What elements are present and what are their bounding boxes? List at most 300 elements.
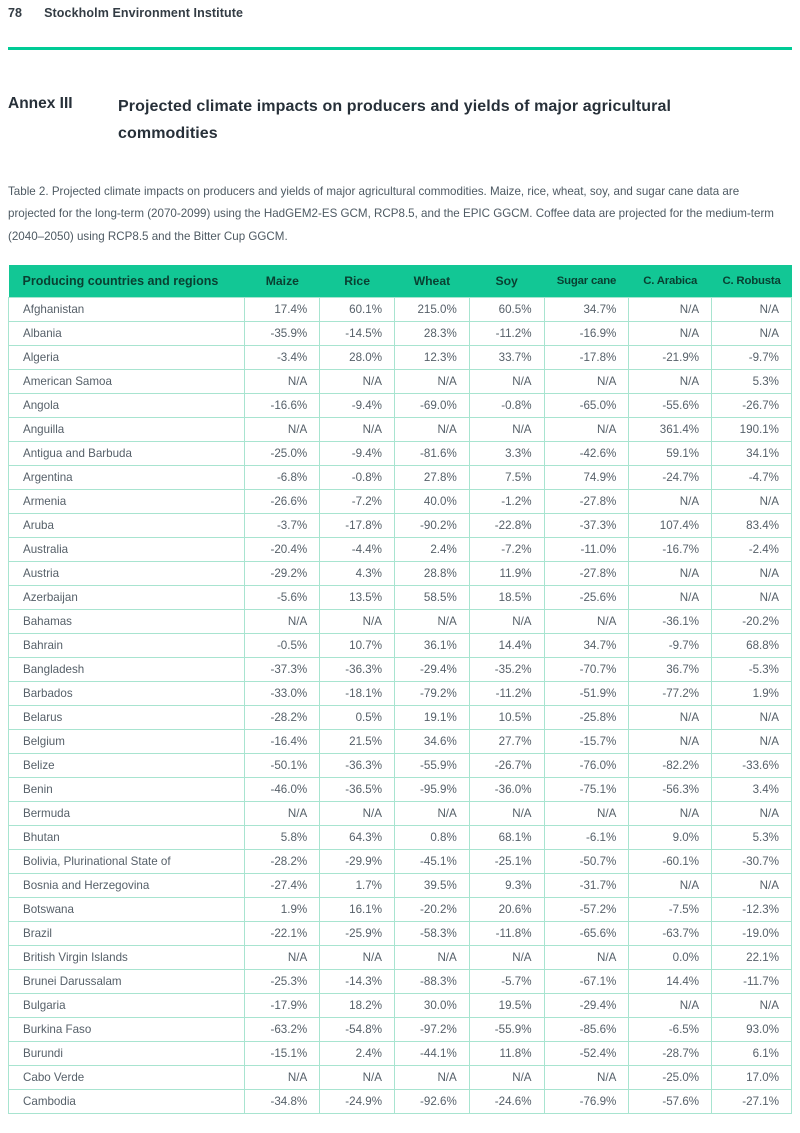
table-row: [9, 946, 792, 970]
value-cell: 9.3%: [469, 874, 544, 898]
value-cell: 1.9%: [712, 682, 792, 706]
column-header: Sugar cane: [544, 265, 629, 298]
table-row: [9, 538, 792, 562]
value-cell: 18.2%: [320, 994, 395, 1018]
value-cell: -25.0%: [629, 1066, 712, 1090]
value-cell: -24.6%: [469, 1090, 544, 1114]
value-cell: 0.8%: [395, 826, 470, 850]
value-cell: -15.7%: [544, 730, 629, 754]
value-cell: -4.4%: [320, 538, 395, 562]
value-cell: 2.4%: [320, 1042, 395, 1066]
value-cell: -24.7%: [629, 466, 712, 490]
value-cell: -5.6%: [245, 586, 320, 610]
value-cell: -63.7%: [629, 922, 712, 946]
table-row: [9, 970, 792, 994]
value-cell: -82.2%: [629, 754, 712, 778]
country-cell: Barbados: [9, 682, 245, 706]
value-cell: N/A: [629, 802, 712, 826]
value-cell: 13.5%: [320, 586, 395, 610]
value-cell: -5.7%: [469, 970, 544, 994]
value-cell: -3.4%: [245, 346, 320, 370]
value-cell: 1.9%: [245, 898, 320, 922]
value-cell: -25.8%: [544, 706, 629, 730]
value-cell: -88.3%: [395, 970, 470, 994]
value-cell: -14.3%: [320, 970, 395, 994]
impacts-table: [8, 265, 792, 1114]
value-cell: N/A: [629, 706, 712, 730]
value-cell: -79.2%: [395, 682, 470, 706]
value-cell: 14.4%: [469, 634, 544, 658]
value-cell: 68.1%: [469, 826, 544, 850]
table-row: [9, 298, 792, 322]
value-cell: 59.1%: [629, 442, 712, 466]
table-row: [9, 562, 792, 586]
value-cell: -27.8%: [544, 562, 629, 586]
table-row: [9, 994, 792, 1018]
country-cell: Botswana: [9, 898, 245, 922]
value-cell: -11.7%: [712, 970, 792, 994]
value-cell: -69.0%: [395, 394, 470, 418]
value-cell: -2.4%: [712, 538, 792, 562]
table-row: [9, 850, 792, 874]
value-cell: N/A: [712, 490, 792, 514]
table-row: [9, 490, 792, 514]
country-cell: Australia: [9, 538, 245, 562]
page-header: [8, 0, 792, 20]
value-cell: -20.4%: [245, 538, 320, 562]
value-cell: N/A: [629, 370, 712, 394]
value-cell: 20.6%: [469, 898, 544, 922]
country-cell: Brazil: [9, 922, 245, 946]
value-cell: N/A: [320, 610, 395, 634]
value-cell: -17.8%: [544, 346, 629, 370]
value-cell: N/A: [629, 586, 712, 610]
country-cell: Bhutan: [9, 826, 245, 850]
value-cell: -25.3%: [245, 970, 320, 994]
table-row: [9, 682, 792, 706]
value-cell: N/A: [712, 586, 792, 610]
table-row: [9, 346, 792, 370]
value-cell: N/A: [629, 874, 712, 898]
value-cell: -21.9%: [629, 346, 712, 370]
country-cell: Algeria: [9, 346, 245, 370]
value-cell: N/A: [245, 946, 320, 970]
value-cell: -7.2%: [469, 538, 544, 562]
value-cell: -25.9%: [320, 922, 395, 946]
country-cell: Belgium: [9, 730, 245, 754]
value-cell: 28.3%: [395, 322, 470, 346]
value-cell: 215.0%: [395, 298, 470, 322]
value-cell: N/A: [320, 370, 395, 394]
value-cell: 36.1%: [395, 634, 470, 658]
country-cell: British Virgin Islands: [9, 946, 245, 970]
value-cell: 64.3%: [320, 826, 395, 850]
value-cell: -34.8%: [245, 1090, 320, 1114]
value-cell: -35.2%: [469, 658, 544, 682]
column-header: C. Robusta: [712, 265, 792, 298]
table-row: [9, 370, 792, 394]
divider-rule: [8, 47, 792, 50]
value-cell: -55.9%: [469, 1018, 544, 1042]
value-cell: -57.6%: [629, 1090, 712, 1114]
table-row: [9, 826, 792, 850]
value-cell: -12.3%: [712, 898, 792, 922]
value-cell: -16.4%: [245, 730, 320, 754]
value-cell: 17.0%: [712, 1066, 792, 1090]
value-cell: -20.2%: [712, 610, 792, 634]
value-cell: -55.9%: [395, 754, 470, 778]
value-cell: -25.1%: [469, 850, 544, 874]
annex-label: Annex III: [8, 94, 73, 112]
value-cell: -18.1%: [320, 682, 395, 706]
table-row: [9, 658, 792, 682]
value-cell: -7.2%: [320, 490, 395, 514]
value-cell: N/A: [395, 370, 470, 394]
value-cell: -20.2%: [395, 898, 470, 922]
table-row: [9, 874, 792, 898]
value-cell: -17.9%: [245, 994, 320, 1018]
value-cell: -51.9%: [544, 682, 629, 706]
value-cell: 33.7%: [469, 346, 544, 370]
value-cell: -67.1%: [544, 970, 629, 994]
country-cell: Antigua and Barbuda: [9, 442, 245, 466]
value-cell: 83.4%: [712, 514, 792, 538]
value-cell: -9.4%: [320, 442, 395, 466]
value-cell: -26.7%: [712, 394, 792, 418]
value-cell: -76.9%: [544, 1090, 629, 1114]
page-title: Projected climate impacts on producers and yields of major agricultural commodities: [118, 97, 672, 142]
value-cell: 18.5%: [469, 586, 544, 610]
value-cell: -30.7%: [712, 850, 792, 874]
value-cell: -16.7%: [629, 538, 712, 562]
country-cell: Cabo Verde: [9, 1066, 245, 1090]
value-cell: 3.4%: [712, 778, 792, 802]
value-cell: -37.3%: [544, 514, 629, 538]
value-cell: N/A: [544, 610, 629, 634]
column-header: Soy: [469, 265, 544, 298]
value-cell: 0.0%: [629, 946, 712, 970]
value-cell: N/A: [395, 946, 470, 970]
value-cell: -11.8%: [469, 922, 544, 946]
value-cell: 74.9%: [544, 466, 629, 490]
value-cell: 19.5%: [469, 994, 544, 1018]
country-cell: Belize: [9, 754, 245, 778]
value-cell: -27.1%: [712, 1090, 792, 1114]
value-cell: -85.6%: [544, 1018, 629, 1042]
value-cell: -27.4%: [245, 874, 320, 898]
country-cell: Austria: [9, 562, 245, 586]
column-header: Maize: [245, 265, 320, 298]
value-cell: -56.3%: [629, 778, 712, 802]
value-cell: N/A: [712, 562, 792, 586]
table-row: [9, 322, 792, 346]
value-cell: -36.1%: [629, 610, 712, 634]
value-cell: -36.3%: [320, 658, 395, 682]
value-cell: -77.2%: [629, 682, 712, 706]
value-cell: -28.2%: [245, 706, 320, 730]
value-cell: -57.2%: [544, 898, 629, 922]
country-cell: Armenia: [9, 490, 245, 514]
value-cell: 34.7%: [544, 298, 629, 322]
table-body: [9, 298, 792, 1114]
table-row: [9, 778, 792, 802]
value-cell: -6.1%: [544, 826, 629, 850]
value-cell: N/A: [245, 610, 320, 634]
value-cell: 34.6%: [395, 730, 470, 754]
value-cell: N/A: [544, 370, 629, 394]
value-cell: 0.5%: [320, 706, 395, 730]
value-cell: 93.0%: [712, 1018, 792, 1042]
value-cell: -28.2%: [245, 850, 320, 874]
value-cell: 10.7%: [320, 634, 395, 658]
value-cell: N/A: [629, 490, 712, 514]
value-cell: -4.7%: [712, 466, 792, 490]
value-cell: N/A: [712, 322, 792, 346]
table-row: [9, 514, 792, 538]
value-cell: N/A: [320, 946, 395, 970]
value-cell: N/A: [712, 706, 792, 730]
value-cell: N/A: [629, 322, 712, 346]
value-cell: -65.6%: [544, 922, 629, 946]
value-cell: -29.4%: [544, 994, 629, 1018]
value-cell: -97.2%: [395, 1018, 470, 1042]
value-cell: 5.3%: [712, 370, 792, 394]
value-cell: N/A: [544, 802, 629, 826]
value-cell: -5.3%: [712, 658, 792, 682]
value-cell: 17.4%: [245, 298, 320, 322]
value-cell: -36.5%: [320, 778, 395, 802]
value-cell: 9.0%: [629, 826, 712, 850]
value-cell: 10.5%: [469, 706, 544, 730]
column-header: Rice: [320, 265, 395, 298]
country-cell: Bermuda: [9, 802, 245, 826]
value-cell: -0.8%: [469, 394, 544, 418]
value-cell: -55.6%: [629, 394, 712, 418]
country-cell: Bulgaria: [9, 994, 245, 1018]
country-cell: Bahrain: [9, 634, 245, 658]
value-cell: N/A: [469, 610, 544, 634]
value-cell: -50.7%: [544, 850, 629, 874]
value-cell: -6.8%: [245, 466, 320, 490]
country-cell: Aruba: [9, 514, 245, 538]
value-cell: -36.3%: [320, 754, 395, 778]
value-cell: -29.9%: [320, 850, 395, 874]
value-cell: -54.8%: [320, 1018, 395, 1042]
value-cell: -25.6%: [544, 586, 629, 610]
value-cell: N/A: [245, 1066, 320, 1090]
table-row: [9, 922, 792, 946]
value-cell: N/A: [712, 874, 792, 898]
table-row: [9, 418, 792, 442]
value-cell: -29.2%: [245, 562, 320, 586]
country-cell: Benin: [9, 778, 245, 802]
value-cell: N/A: [469, 370, 544, 394]
value-cell: -24.9%: [320, 1090, 395, 1114]
value-cell: 5.8%: [245, 826, 320, 850]
value-cell: -58.3%: [395, 922, 470, 946]
value-cell: 14.4%: [629, 970, 712, 994]
value-cell: -76.0%: [544, 754, 629, 778]
value-cell: -0.5%: [245, 634, 320, 658]
value-cell: -42.6%: [544, 442, 629, 466]
country-cell: Belarus: [9, 706, 245, 730]
table-row: [9, 706, 792, 730]
value-cell: 27.7%: [469, 730, 544, 754]
value-cell: N/A: [395, 802, 470, 826]
value-cell: 3.3%: [469, 442, 544, 466]
value-cell: -26.6%: [245, 490, 320, 514]
value-cell: -29.4%: [395, 658, 470, 682]
value-cell: 5.3%: [712, 826, 792, 850]
value-cell: N/A: [469, 418, 544, 442]
value-cell: N/A: [469, 946, 544, 970]
table-row: [9, 394, 792, 418]
publisher-name: Stockholm Environment Institute: [44, 6, 244, 20]
value-cell: N/A: [395, 1066, 470, 1090]
value-cell: -90.2%: [395, 514, 470, 538]
value-cell: -16.6%: [245, 394, 320, 418]
value-cell: -37.3%: [245, 658, 320, 682]
value-cell: -22.1%: [245, 922, 320, 946]
value-cell: N/A: [320, 418, 395, 442]
value-cell: -19.0%: [712, 922, 792, 946]
value-cell: -11.0%: [544, 538, 629, 562]
value-cell: 2.4%: [395, 538, 470, 562]
value-cell: -33.6%: [712, 754, 792, 778]
value-cell: -36.0%: [469, 778, 544, 802]
value-cell: 11.9%: [469, 562, 544, 586]
table-row: [9, 898, 792, 922]
value-cell: -9.7%: [629, 634, 712, 658]
value-cell: -70.7%: [544, 658, 629, 682]
value-cell: N/A: [629, 994, 712, 1018]
value-cell: 7.5%: [469, 466, 544, 490]
value-cell: 107.4%: [629, 514, 712, 538]
value-cell: -27.8%: [544, 490, 629, 514]
value-cell: N/A: [712, 994, 792, 1018]
value-cell: N/A: [712, 730, 792, 754]
value-cell: N/A: [469, 1066, 544, 1090]
value-cell: 27.8%: [395, 466, 470, 490]
value-cell: 30.0%: [395, 994, 470, 1018]
value-cell: 21.5%: [320, 730, 395, 754]
value-cell: N/A: [629, 298, 712, 322]
value-cell: N/A: [320, 802, 395, 826]
table-row: [9, 1018, 792, 1042]
country-cell: Bolivia, Plurinational State of: [9, 850, 245, 874]
value-cell: N/A: [395, 418, 470, 442]
value-cell: -44.1%: [395, 1042, 470, 1066]
value-cell: 28.0%: [320, 346, 395, 370]
value-cell: -7.5%: [629, 898, 712, 922]
value-cell: -0.8%: [320, 466, 395, 490]
value-cell: N/A: [469, 802, 544, 826]
country-cell: Cambodia: [9, 1090, 245, 1114]
table-header-row: [9, 265, 792, 298]
value-cell: 6.1%: [712, 1042, 792, 1066]
country-cell: Albania: [9, 322, 245, 346]
value-cell: N/A: [629, 730, 712, 754]
value-cell: 34.7%: [544, 634, 629, 658]
value-cell: N/A: [245, 418, 320, 442]
value-cell: -11.2%: [469, 322, 544, 346]
value-cell: -16.9%: [544, 322, 629, 346]
value-cell: N/A: [544, 418, 629, 442]
value-cell: 190.1%: [712, 418, 792, 442]
table-caption: Table 2. Projected climate impacts on producers and yields of major agricultural commodities. Maize, rice, wheat, soy, and sugar cane data are projected for the long-term (2070-2099) using the HadGEM2-ES GCM, RCP8.5, and the EPIC GGCM. Coffee data are projected for the medium-term (2040–2050) using RCP8.5 and the Bitter Cup GGCM.: [8, 184, 774, 243]
page-number: 78: [8, 6, 23, 20]
table-row: [9, 730, 792, 754]
value-cell: -63.2%: [245, 1018, 320, 1042]
value-cell: -11.2%: [469, 682, 544, 706]
value-cell: 60.1%: [320, 298, 395, 322]
value-cell: 60.5%: [469, 298, 544, 322]
value-cell: N/A: [629, 562, 712, 586]
country-cell: Brunei Darussalam: [9, 970, 245, 994]
value-cell: 1.7%: [320, 874, 395, 898]
value-cell: -52.4%: [544, 1042, 629, 1066]
value-cell: 68.8%: [712, 634, 792, 658]
country-cell: Argentina: [9, 466, 245, 490]
country-cell: Burkina Faso: [9, 1018, 245, 1042]
value-cell: 34.1%: [712, 442, 792, 466]
value-cell: -25.0%: [245, 442, 320, 466]
annex-heading: [8, 93, 792, 147]
value-cell: -60.1%: [629, 850, 712, 874]
value-cell: 12.3%: [395, 346, 470, 370]
country-cell: Bosnia and Herzegovina: [9, 874, 245, 898]
column-header: Wheat: [395, 265, 470, 298]
column-header: C. Arabica: [629, 265, 712, 298]
country-cell: Bangladesh: [9, 658, 245, 682]
value-cell: 58.5%: [395, 586, 470, 610]
value-cell: 36.7%: [629, 658, 712, 682]
country-cell: Azerbaijan: [9, 586, 245, 610]
value-cell: -75.1%: [544, 778, 629, 802]
table-row: [9, 586, 792, 610]
value-cell: -3.7%: [245, 514, 320, 538]
value-cell: 361.4%: [629, 418, 712, 442]
table-row: [9, 802, 792, 826]
table-row: [9, 754, 792, 778]
value-cell: -92.6%: [395, 1090, 470, 1114]
value-cell: -65.0%: [544, 394, 629, 418]
value-cell: N/A: [544, 946, 629, 970]
value-cell: -50.1%: [245, 754, 320, 778]
table-row: [9, 466, 792, 490]
value-cell: N/A: [712, 802, 792, 826]
value-cell: -33.0%: [245, 682, 320, 706]
value-cell: -81.6%: [395, 442, 470, 466]
value-cell: -9.4%: [320, 394, 395, 418]
table-row: [9, 1066, 792, 1090]
country-cell: Burundi: [9, 1042, 245, 1066]
value-cell: -14.5%: [320, 322, 395, 346]
value-cell: -28.7%: [629, 1042, 712, 1066]
column-header-countries: Producing countries and regions: [9, 265, 245, 298]
value-cell: 19.1%: [395, 706, 470, 730]
value-cell: 39.5%: [395, 874, 470, 898]
value-cell: N/A: [712, 298, 792, 322]
table-row: [9, 610, 792, 634]
value-cell: 11.8%: [469, 1042, 544, 1066]
value-cell: 16.1%: [320, 898, 395, 922]
value-cell: -22.8%: [469, 514, 544, 538]
country-cell: Angola: [9, 394, 245, 418]
value-cell: 22.1%: [712, 946, 792, 970]
value-cell: N/A: [245, 802, 320, 826]
value-cell: 40.0%: [395, 490, 470, 514]
